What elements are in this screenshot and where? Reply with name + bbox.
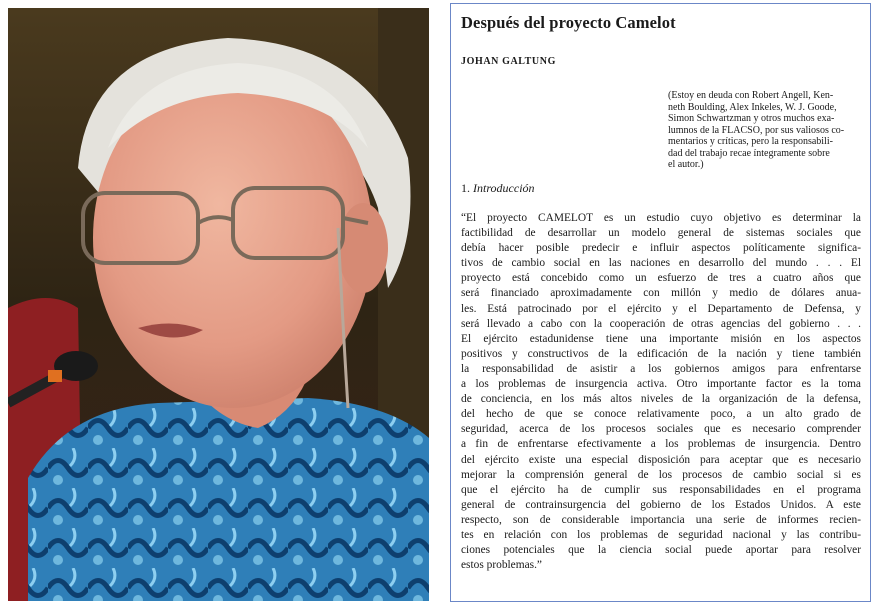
section-number: 1. — [461, 181, 470, 195]
ack-line: neth Boulding, Alex Inkeles, W. J. Goode, — [668, 101, 837, 113]
body-line: proyecto está concebido como un esfuerzo de tres a cuatro años que — [461, 272, 861, 285]
body-line: positivos y constructivos de la edificación de la nación y tiene también — [461, 347, 861, 360]
body-line: tivos de cambio social en las naciones en desarrollo del mundo . . . El — [461, 257, 861, 270]
document-page — [450, 3, 871, 602]
body-line: será financiado aproximadamente con millón y medio de dólares anua- — [461, 287, 861, 300]
ack-line: el autor.) — [668, 159, 704, 170]
body-line: será llevado a cabo con la cooperación de otras agencias del gobierno . . . — [461, 317, 861, 330]
ack-line: Simon Schwartzman y otros muchos exa- — [668, 113, 835, 124]
ack-line: dad del trabajo recae íntegramente sobre — [668, 147, 830, 159]
document-title: Después del proyecto Camelot — [461, 13, 676, 32]
body-line: mejorar la comprensión general de los procesos de cambio social si es — [461, 468, 861, 481]
body-line: a los problemas de insurgencia activa. Otro importante factor es la toma — [461, 378, 861, 391]
ack-line: (Estoy en deuda con Robert Angell, Ken- — [668, 90, 834, 101]
body-line: debía hacer posible predecir e influir aspectos políticamente significa- — [461, 242, 861, 255]
body-line: les. Está patrocinado por el ejército y el Departamento de Defensa, y — [461, 302, 861, 315]
section-title: Introducción — [473, 181, 535, 195]
acknowledgement-note — [668, 90, 855, 171]
ack-line: lumnos de la FLACSO, por sus valiosos co- — [668, 124, 845, 136]
ack-line: mentarios y críticas, pero la responsabili- — [668, 136, 833, 147]
body-line: factibilidad de desarrollar un modelo general de sistemas sociales que — [461, 227, 861, 240]
body-line: del ejército existe una especial disposición para aceptar que es necesario — [461, 453, 861, 466]
body-text — [461, 211, 861, 573]
document-author: JOHAN GALTUNG — [461, 56, 556, 67]
body-line: “El proyecto CAMELOT es un estudio cuyo objetivo es determinar la — [461, 212, 861, 224]
body-line: la responsabilidad de asistir a los gobiernos amigos para enfrentarse — [461, 362, 861, 375]
body-line: El ejército estadunidense tiene una importante misión en los aspectos — [461, 332, 861, 345]
body-line: ciones potenciales que la ciencia social puede aportar para resolver — [461, 544, 861, 557]
body-line: de conciencia, en los más altos niveles de la organización de la defensa, — [461, 393, 861, 406]
portrait-illustration — [8, 8, 429, 601]
body-line: respecto, son de considerable importancia una serie de informes recien- — [461, 513, 861, 526]
body-line: general de contrainsurgencia del gobierno de los Estados Unidos. A este — [461, 498, 861, 511]
portrait-photo — [8, 8, 429, 601]
body-line: a fin de enfrentarse efectivamente a los problemas de insurgencia. Dentro — [461, 438, 861, 451]
body-line: que el ejército ha de cumplir sus responsabilidades en el programa — [461, 483, 861, 496]
body-line: tes en relación con los problemas de seguridad nacional y las contribu- — [461, 528, 861, 541]
body-line: seguridad, acerca de los procesos sociales que es necesario comprender — [461, 423, 861, 436]
section-heading — [461, 181, 535, 196]
body-line: del hecho de que se conoce relativamente poco, a un alto grado de — [461, 408, 861, 421]
body-line: estos problemas.” — [461, 559, 542, 572]
